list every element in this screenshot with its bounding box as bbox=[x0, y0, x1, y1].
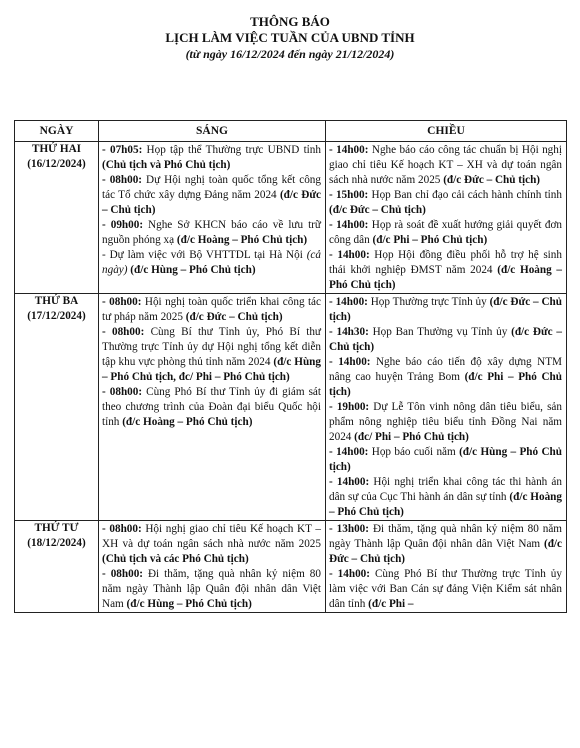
item-time: - 08h00: bbox=[102, 296, 142, 308]
day-cell bbox=[15, 521, 99, 613]
item-time: - 19h00: bbox=[329, 401, 370, 413]
item-time: - 13h00: bbox=[329, 523, 369, 535]
item-text: - Dự làm việc với Bộ VHTTDL tại Hà Nội bbox=[102, 249, 307, 261]
item-attendee: (Chủ tịch và Phó Chủ tịch) bbox=[102, 159, 231, 171]
item-attendee: (đ/c Hoàng – Phó Chủ tịch) bbox=[176, 234, 308, 246]
item-text: Họp báo cuối năm bbox=[368, 446, 460, 458]
item-attendee: (đ/c Đức – Chủ tịch) bbox=[185, 311, 283, 323]
schedule-item bbox=[329, 445, 562, 475]
item-attendee: (đ/c Đức – Chủ tịch) bbox=[329, 204, 426, 216]
schedule-item bbox=[102, 248, 321, 278]
schedule-table bbox=[14, 120, 567, 613]
item-text: Hội nghị giao chỉ tiêu Kế hoạch KT – XH và dự toán ngân sách nhà nước năm 2025 bbox=[102, 523, 321, 550]
item-time: - 14h00: bbox=[329, 219, 369, 231]
table-header-row bbox=[15, 121, 567, 142]
item-text: Cùng Phó Bí thư Thường trực Tỉnh ủy làm việc với Ban Cán sự đảng Viện Kiểm sát nhân dân tỉnh bbox=[329, 568, 562, 610]
header-morning: SÁNG bbox=[99, 121, 326, 142]
schedule-item bbox=[329, 567, 562, 612]
afternoon-cell bbox=[326, 142, 567, 294]
item-attendee: (Chủ tịch và các Phó Chủ tịch) bbox=[102, 553, 249, 565]
item-attendee: (đ/c Hùng – Phó Chủ tịch) bbox=[329, 446, 562, 473]
morning-cell bbox=[99, 521, 326, 613]
document-header bbox=[0, 14, 580, 62]
schedule-item bbox=[329, 522, 562, 567]
schedule-item bbox=[102, 325, 321, 385]
day-name: THỨ TƯ bbox=[34, 522, 79, 534]
item-text: Hội nghị triển khai công tác thi hành án dân sự của Cục Thi hành án dân sự tỉnh bbox=[329, 476, 562, 503]
schedule-item bbox=[329, 188, 562, 218]
item-text: Họp Hội đồng điều phối hỗ trợ hệ sinh thái khởi nghiệp ĐMST năm 2024 bbox=[329, 249, 562, 276]
item-attendee: (đ/c Hoàng – Phó Chủ tịch) bbox=[329, 264, 562, 291]
item-text: Nghe báo cáo tiến độ xây dựng NTM nâng cao huyện Trảng Bom bbox=[329, 356, 562, 383]
item-attendee: (đ/c Đức – Chủ tịch) bbox=[329, 326, 562, 353]
day-cell bbox=[15, 294, 99, 521]
item-note: (cả ngày) bbox=[102, 249, 321, 276]
item-time: - 07h05: bbox=[102, 144, 143, 156]
schedule-item bbox=[102, 385, 321, 430]
item-text: Họp tập thể Thường trực UBND tỉnh bbox=[142, 144, 321, 156]
item-time: - 14h00: bbox=[329, 144, 369, 156]
item-time: - 14h00: bbox=[329, 296, 368, 308]
item-attendee: (đ/c Phi – bbox=[368, 598, 414, 610]
item-attendee: (đ/c Hoàng – Phó Chủ tịch) bbox=[122, 416, 253, 428]
day-date: (17/12/2024) bbox=[27, 310, 86, 322]
schedule-item bbox=[329, 143, 562, 188]
item-text: Cùng Bí thư Tỉnh ủy, Phó Bí thư Thường trực Tỉnh ủy dự Hội nghị tổng kết diễn tập khu vực phòng thủ tỉnh năm 2024 bbox=[102, 326, 321, 368]
document-title: THÔNG BÁO bbox=[250, 14, 330, 29]
item-text: Cùng Phó Bí thư Tỉnh ủy đi giám sát theo chương trình của Đoàn đại biểu Quốc hội tỉnh bbox=[102, 386, 321, 428]
day-name: THỨ HAI bbox=[32, 143, 81, 155]
item-attendee: (đ/c Phi – Phó Chủ tịch) bbox=[372, 234, 488, 246]
item-attendee: (đ/c Phi – Phó Chủ tịch) bbox=[329, 371, 562, 398]
header-day: NGÀY bbox=[15, 121, 99, 142]
morning-cell bbox=[99, 142, 326, 294]
item-text: Đi thăm, tặng quà nhân kỷ niệm 80 năm ngày Thành lập Quân đội nhân dân Việt Nam bbox=[102, 568, 321, 610]
schedule-item bbox=[329, 355, 562, 400]
item-attendee: (đ/c Đức – Chủ tịch) bbox=[329, 296, 562, 323]
date-range: (từ ngày 16/12/2024 đến ngày 21/12/2024) bbox=[185, 47, 395, 61]
afternoon-cell bbox=[326, 521, 567, 613]
schedule-item bbox=[102, 567, 321, 612]
item-attendee: (đ/c Hùng – Phó Chủ tịch) bbox=[126, 598, 252, 610]
schedule-item bbox=[329, 218, 562, 248]
table-row bbox=[15, 294, 567, 521]
item-time: - 14h00: bbox=[329, 476, 370, 488]
schedule-item bbox=[102, 218, 321, 248]
schedule-item bbox=[102, 143, 321, 173]
schedule-item bbox=[102, 295, 321, 325]
item-text: Hội nghị toàn quốc triển khai công tác tư pháp năm 2025 bbox=[102, 296, 321, 323]
afternoon-cell bbox=[326, 294, 567, 521]
day-date: (18/12/2024) bbox=[27, 537, 86, 549]
item-time: - 15h00: bbox=[329, 189, 369, 201]
item-text: Nghe báo cáo công tác chuẩn bị Hội nghị giao chỉ tiêu Kế hoạch KT – XH và dự toán ngân sách nhà nước năm 2025 bbox=[329, 144, 562, 186]
schedule-item bbox=[329, 295, 562, 325]
item-text: Dự Lễ Tôn vinh nông dân tiêu biểu, sản phẩm nông nghiệp tiêu biểu tỉnh Đồng Nai năm 2024 bbox=[329, 401, 562, 443]
schedule-item bbox=[329, 248, 562, 293]
schedule-item bbox=[329, 475, 562, 520]
day-date: (16/12/2024) bbox=[27, 158, 86, 170]
schedule-body bbox=[15, 142, 567, 613]
item-time: - 08h00: bbox=[102, 326, 145, 338]
schedule-item bbox=[329, 325, 562, 355]
schedule-item bbox=[102, 522, 321, 567]
item-time: - 08h00: bbox=[102, 386, 143, 398]
item-text: Họp Thường trực Tỉnh ủy bbox=[367, 296, 490, 308]
header-afternoon: CHIỀU bbox=[326, 121, 567, 142]
item-text: Họp Ban Thường vụ Tỉnh ủy bbox=[368, 326, 512, 338]
item-time: - 08h00: bbox=[102, 523, 142, 535]
document-subtitle: LỊCH LÀM VIỆC TUẦN CỦA UBND TỈNH bbox=[165, 30, 415, 45]
item-attendee: (đ/c Hùng – Phó Chủ tịch) bbox=[127, 264, 256, 276]
day-name: THỨ BA bbox=[34, 295, 79, 307]
item-time: - 08h00: bbox=[102, 174, 143, 186]
day-cell bbox=[15, 142, 99, 294]
item-time: - 08h00: bbox=[102, 568, 144, 580]
item-time: - 14h30: bbox=[329, 326, 369, 338]
item-text: Họp Ban chỉ đạo cải cách hành chính tỉnh bbox=[368, 189, 562, 201]
item-text: Đi thăm, tặng quà nhân kỷ niệm 80 năm ngày Thành lập Quân đội nhân dân Việt Nam bbox=[329, 523, 562, 550]
item-attendee: (đ/c Hùng – Phó Chủ tịch, đc/ Phi – Phó Chủ tịch) bbox=[102, 356, 321, 383]
item-time: - 14h00: bbox=[329, 568, 371, 580]
item-attendee: (đ/c Đức – Chủ tịch) bbox=[102, 189, 321, 216]
item-time: - 14h00: bbox=[329, 249, 370, 261]
item-time: - 14h00: bbox=[329, 446, 369, 458]
item-time: - 14h00: bbox=[329, 356, 371, 368]
morning-cell bbox=[99, 294, 326, 521]
item-attendee: (đ/c Hoàng – Phó Chủ tịch) bbox=[329, 491, 562, 518]
schedule-item bbox=[102, 173, 321, 218]
item-time: - 09h00: bbox=[102, 219, 144, 231]
schedule-item bbox=[329, 400, 562, 445]
item-attendee: (đ/c Đức – Chủ tịch) bbox=[329, 538, 562, 565]
table-row bbox=[15, 142, 567, 294]
table-row bbox=[15, 521, 567, 613]
item-text: Họp rà soát đề xuất hướng giải quyết đơn công dân bbox=[329, 219, 562, 246]
item-attendee: (đc/ Phi – Phó Chủ tịch) bbox=[354, 431, 469, 443]
item-attendee: (đ/c Đức – Chủ tịch) bbox=[443, 174, 541, 186]
item-text: Dự Hội nghị toàn quốc tổng kết công tác Tổ chức xây dựng Đảng năm 2024 bbox=[102, 174, 321, 201]
item-text: Nghe Sở KHCN báo cáo về lưu trữ nguồn phóng xạ bbox=[102, 219, 321, 246]
